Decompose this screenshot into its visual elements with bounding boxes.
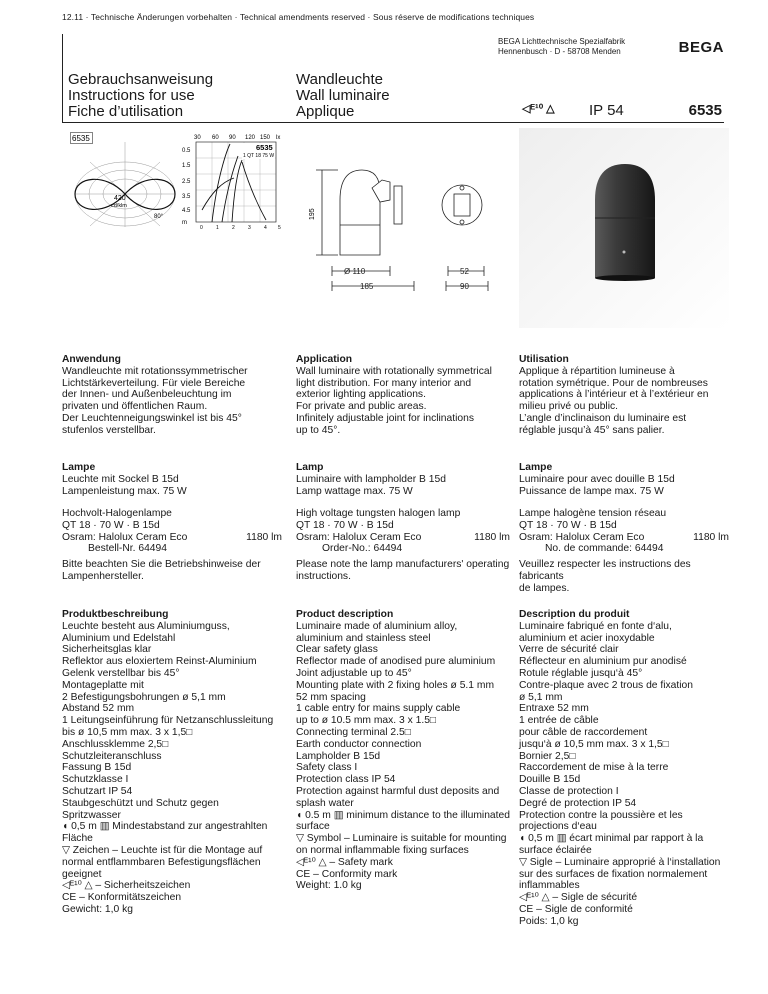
isolux-diagram xyxy=(182,132,284,230)
line: Connecting terminal 2.5□ xyxy=(296,726,411,738)
lux-side-3: 3.5 xyxy=(182,194,191,200)
line: bis ø 10,5 mm max. 3 x 1,5□ xyxy=(62,726,193,738)
line: Montageplatte mit xyxy=(62,679,144,691)
lamp-osram-row xyxy=(519,532,729,544)
line: surface éclairée xyxy=(519,844,592,856)
heading-produktbeschreibung: Produktbeschreibung xyxy=(62,609,169,620)
company-line1: BEGA Lichttechnische Spezialfabrik xyxy=(498,37,626,46)
line: inflammables xyxy=(519,880,580,892)
line: Leuchte besteht aus Aluminiumguss, xyxy=(62,620,230,632)
lux-bottom-3: 3 xyxy=(248,225,251,230)
line: Protection contre la poussière et les xyxy=(519,809,683,821)
line: Réflecteur en aluminium pur anodisé xyxy=(519,656,687,668)
line: applications à l’intérieur et à l’extérieur en xyxy=(519,389,709,401)
line: ▽ Symbol – Luminaire is suitable for mounting xyxy=(296,833,507,845)
line: Rotule réglable jusqu‘à 45° xyxy=(519,667,643,679)
line: milieu privé ou public. xyxy=(519,401,619,413)
line: projections d‘eau xyxy=(519,821,597,833)
heading-utilisation: Utilisation xyxy=(519,354,569,365)
line: Degré de protection IP 54 xyxy=(519,797,637,809)
heading-anwendung: Anwendung xyxy=(62,354,121,365)
line: der Innen- und Außenbeleuchtung im xyxy=(62,389,232,401)
line: stufenlos verstellbar. xyxy=(62,424,156,436)
col-fr-lamp-type xyxy=(519,508,729,555)
company-address xyxy=(498,37,668,57)
line: Clear safety glass xyxy=(296,644,378,656)
dim-diameter: Ø 110 xyxy=(344,267,366,276)
line: Weight: 1.0 kg xyxy=(296,880,362,892)
line: Schutzklasse I xyxy=(62,774,129,786)
line: aluminium and stainless steel xyxy=(296,632,431,644)
line: QT 18 · 70 W · B 15d xyxy=(62,519,160,531)
line: Earth conductor connection xyxy=(296,738,422,750)
line: 1 Leitungseinführung für Netzanschlussleitung xyxy=(62,715,274,727)
line: Applique à répartition lumineuse à xyxy=(519,365,675,377)
line: Douille B 15d xyxy=(519,774,581,786)
lumen-value: 1180 lm xyxy=(474,531,510,543)
line: 2 Befestigungsbohrungen ø 5,1 mm xyxy=(62,691,226,703)
col-fr-note xyxy=(519,559,729,594)
product-photo xyxy=(519,128,729,328)
line: ◖ 0,5 m ▥ Mindestabstand zur angestrahlten xyxy=(62,821,268,833)
line: L’angle d’inclinaison du luminaire est xyxy=(519,412,687,424)
document-title xyxy=(68,72,213,120)
col-de-lamp-type xyxy=(62,508,282,555)
line: Protection class IP 54 xyxy=(296,774,396,786)
line: 1 entrée de câble xyxy=(519,715,599,727)
line: Joint adjustable up to 45° xyxy=(296,667,412,679)
line: Bornier 2,5□ xyxy=(519,750,576,762)
lux-top-2: 90 xyxy=(229,135,236,141)
lux-bottom-4: 4 xyxy=(264,225,267,230)
line: For private and public areas. xyxy=(296,401,427,413)
line: Contre-plaque avec 2 trous de fixation xyxy=(519,679,694,691)
lux-top-4: 150 xyxy=(260,135,271,141)
line: Osram: Halolux Ceram Eco xyxy=(296,531,422,543)
col-en-note xyxy=(296,559,510,583)
line: Fassung B 15d xyxy=(62,762,132,774)
company-line2: Hennenbusch · D - 58708 Menden xyxy=(498,47,621,56)
lamp-osram-row xyxy=(296,532,510,544)
line: Bestell-Nr. 64494 xyxy=(88,543,167,555)
line: Fläche xyxy=(62,833,93,845)
col-de-description xyxy=(62,609,282,916)
doc-title-fr: Fiche d’utilisation xyxy=(68,103,184,120)
terminal-block xyxy=(454,194,470,216)
header-divider-vertical xyxy=(62,34,63,122)
lumen-value: 1180 lm xyxy=(246,531,282,543)
line: Reflektor aus eloxiertem Reinst-Aluminium xyxy=(62,656,257,668)
line: Luminaire with lampholder B 15d xyxy=(296,473,446,485)
lux-bottom-0: 0 xyxy=(200,225,203,230)
safety-marks-icon: ◁ᴱ¹⁰ △ xyxy=(522,103,555,115)
product-type xyxy=(296,72,390,120)
heading-lampe-fr: Lampe xyxy=(519,462,553,473)
line: rotation symétrique. Pour de nombreuses xyxy=(519,377,708,389)
line: QT 18 · 70 W · B 15d xyxy=(296,519,394,531)
line: Order-No.: 64494 xyxy=(322,543,403,555)
polar-unit: cd/klm xyxy=(111,203,127,209)
line: Wall luminaire with rotationally symmetrical xyxy=(296,365,492,377)
col-en-lamp xyxy=(296,462,510,497)
line: up to ø 10.5 mm max. 3 x 1.5□ xyxy=(296,715,437,727)
product-number: 6535 xyxy=(688,102,722,119)
line: Reflector made of anodised pure aluminium xyxy=(296,656,496,668)
line: Wandleuchte mit rotationssymmetrischer xyxy=(62,365,248,377)
line: Puissance de lampe max. 75 W xyxy=(519,485,664,497)
lux-top-1: 60 xyxy=(212,135,219,141)
line: aluminium et acier inoxydable xyxy=(519,632,655,644)
line: Gelenk verstellbar bis 45° xyxy=(62,667,180,679)
line: Staubgeschützt und Schutz gegen xyxy=(62,797,219,809)
col-en-lamp-type xyxy=(296,508,510,555)
polar-diagram xyxy=(70,132,180,230)
line: Raccordement de mise à la terre xyxy=(519,762,669,774)
line: de lampes. xyxy=(519,582,570,594)
line: sur des surfaces de fixation normalement xyxy=(519,868,708,880)
lux-top-0: 30 xyxy=(194,135,201,141)
lux-side-1: 1.5 xyxy=(182,163,191,169)
line: Lamp wattage max. 75 W xyxy=(296,485,413,497)
type-de: Wandleuchte xyxy=(296,71,383,88)
lux-bottom-1: 1 xyxy=(216,225,219,230)
line: light distribution. For many interior and xyxy=(296,377,472,389)
lux-side-5: m xyxy=(182,220,187,226)
heading-application: Application xyxy=(296,354,353,365)
line: Sicherheitsglas klar xyxy=(62,644,152,656)
line: Please note the lamp manufacturers' operating xyxy=(296,559,510,570)
line: geeignet xyxy=(62,868,102,880)
col-de-lamp xyxy=(62,462,282,497)
line: Lampholder B 15d xyxy=(296,750,381,762)
line: Safety class I xyxy=(296,762,358,774)
line: Anschlussklemme 2,5□ xyxy=(62,738,169,750)
isolux-lamp: 1 QT 18 75 W xyxy=(243,153,275,159)
lumen-value: 1180 lm xyxy=(693,531,729,543)
line: Schutzart IP 54 xyxy=(62,785,133,797)
heading-product-description: Product description xyxy=(296,609,394,620)
lux-side-2: 2.5 xyxy=(182,179,191,185)
line: CE – Sigle de conformité xyxy=(519,903,633,915)
isolux-label: 6535 xyxy=(256,143,273,152)
lux-bottom-2: 2 xyxy=(232,225,235,230)
line: Der Leuchtenneigungswinkel ist bis 45° xyxy=(62,412,242,424)
col-fr-lamp xyxy=(519,462,729,497)
header-divider-horizontal xyxy=(62,122,724,123)
line: Abstand 52 mm xyxy=(62,703,135,715)
line: 52 mm spacing xyxy=(296,691,366,703)
line: Lampe halogène tension réseau xyxy=(519,508,667,519)
col-fr-application xyxy=(519,354,729,437)
line: Veuillez respecter les instructions des fabricants xyxy=(519,559,691,582)
line: Infinitely adjustable joint for inclinations xyxy=(296,412,475,424)
line: ◁ᴱ¹⁰ △ – Sicherheitszeichen xyxy=(62,880,191,892)
lux-top-3: 120 xyxy=(245,135,256,141)
line: pour câble de raccordement xyxy=(519,726,648,738)
heading-lamp: Lamp xyxy=(296,462,324,473)
line: ▽ Sigle – Luminaire approprié à l‘installation xyxy=(519,856,721,868)
polar-value: 420 xyxy=(114,195,126,202)
line: Luminaire pour avec douille B 15d xyxy=(519,473,675,485)
line: exterior lighting applications. xyxy=(296,389,426,401)
line: Osram: Halolux Ceram Eco xyxy=(62,531,188,543)
line: Aluminium und Edelstahl xyxy=(62,632,176,644)
line: ø 5,1 mm xyxy=(519,691,563,703)
line: Lampenhersteller. xyxy=(62,570,144,582)
line: up to 45°. xyxy=(296,424,341,436)
bega-logo: BEGA xyxy=(678,39,724,56)
line: Leuchte mit Sockel B 15d xyxy=(62,473,179,485)
col-en-description xyxy=(296,609,510,892)
polar-label: 6535 xyxy=(72,134,90,143)
ip-rating: IP 54 xyxy=(589,102,624,119)
luminaire-side-view xyxy=(340,170,380,255)
type-en: Wall luminaire xyxy=(296,87,390,104)
dim-depth: 185 xyxy=(360,282,374,291)
col-de-note xyxy=(62,559,282,583)
dim-height: 195 xyxy=(309,208,316,220)
line: Luminaire fabriqué en fonte d‘alu, xyxy=(519,620,672,632)
line: Gewicht: 1,0 kg xyxy=(62,903,133,915)
lux-side-0: 0.5 xyxy=(182,148,191,154)
line: Luminaire made of aluminium alloy, xyxy=(296,620,458,632)
line: High voltage tungsten halogen lamp xyxy=(296,508,461,519)
line: ◁ᴱ¹⁰ △ – Sigle de sécurité xyxy=(519,892,638,904)
lux-side-4: 4.5 xyxy=(182,208,191,214)
lamp-osram-row xyxy=(62,532,282,544)
line: ◖ 0,5 m ▥ écart minimal par rapport à la xyxy=(519,833,704,845)
line: normal entflammbaren Befestigungsflächen xyxy=(62,856,261,868)
wall-plate-side xyxy=(394,186,402,224)
line: surface xyxy=(296,821,330,833)
heading-lampe: Lampe xyxy=(62,462,96,473)
type-fr: Applique xyxy=(296,103,355,120)
line: 1 cable entry for mains supply cable xyxy=(296,703,461,715)
line: Osram: Halolux Ceram Eco xyxy=(519,531,645,543)
luminaire-base xyxy=(595,275,655,281)
col-de-application xyxy=(62,354,282,437)
line: réglable jusqu’à 45° sans palier. xyxy=(519,424,665,436)
luminaire-body xyxy=(595,164,655,278)
doc-title-en: Instructions for use xyxy=(68,87,195,104)
lux-bottom-5: 5 xyxy=(278,225,281,230)
line: Poids: 1,0 kg xyxy=(519,915,579,927)
line: Mounting plate with 2 fixing holes ø 5.1 mm xyxy=(296,679,495,691)
line: instructions. xyxy=(296,570,351,582)
line: Lichtstärkeverteilung. Für viele Bereiche xyxy=(62,377,246,389)
line: ◖ 0.5 m ▥ minimum distance to the illuminated xyxy=(296,809,510,821)
line: ▽ Zeichen – Leuchte ist für die Montage auf xyxy=(62,844,263,856)
dim-plate: 90 xyxy=(460,282,469,291)
line: Hochvolt-Halogenlampe xyxy=(62,508,172,519)
line: Schutzleiteranschluss xyxy=(62,750,162,762)
luminaire-screw xyxy=(623,251,626,254)
header-note: 12.11 · Technische Änderungen vorbehalten · Technical amendments reserved · Sous réserve de modifications techniques xyxy=(62,12,535,22)
doc-title-de: Gebrauchsanweisung xyxy=(68,71,214,88)
line: No. de commande: 64494 xyxy=(545,543,664,555)
line: Bitte beachten Sie die Betriebshinweise der xyxy=(62,559,261,570)
line: on normal inflammable fixing surfaces xyxy=(296,844,469,856)
line: QT 18 · 70 W · B 15d xyxy=(519,519,617,531)
line: Classe de protection I xyxy=(519,785,619,797)
line: Verre de sécurité clair xyxy=(519,644,619,656)
line: ◁ᴱ¹⁰ △ – Safety mark xyxy=(296,856,393,868)
line: CE – Conformity mark xyxy=(296,868,398,880)
dimension-drawing xyxy=(300,130,510,300)
line: Spritzwasser xyxy=(62,809,121,821)
dim-spacing: 52 xyxy=(460,267,469,276)
line: Entraxe 52 mm xyxy=(519,703,589,715)
lux-top-5: lx xyxy=(276,135,281,141)
col-fr-description xyxy=(519,609,729,928)
line: privaten und öffentlichen Raum. xyxy=(62,401,208,413)
line: CE – Konformitätszeichen xyxy=(62,892,182,904)
col-en-application xyxy=(296,354,510,437)
line: jusqu‘à ø 10,5 mm max. 3 x 1,5□ xyxy=(519,738,669,750)
line: Lampenleistung max. 75 W xyxy=(62,485,187,497)
line: splash water xyxy=(296,797,354,809)
heading-description-du-produit: Description du produit xyxy=(519,609,630,620)
polar-angle: 80° xyxy=(154,214,164,220)
line: Protection against harmful dust deposits and xyxy=(296,785,500,797)
